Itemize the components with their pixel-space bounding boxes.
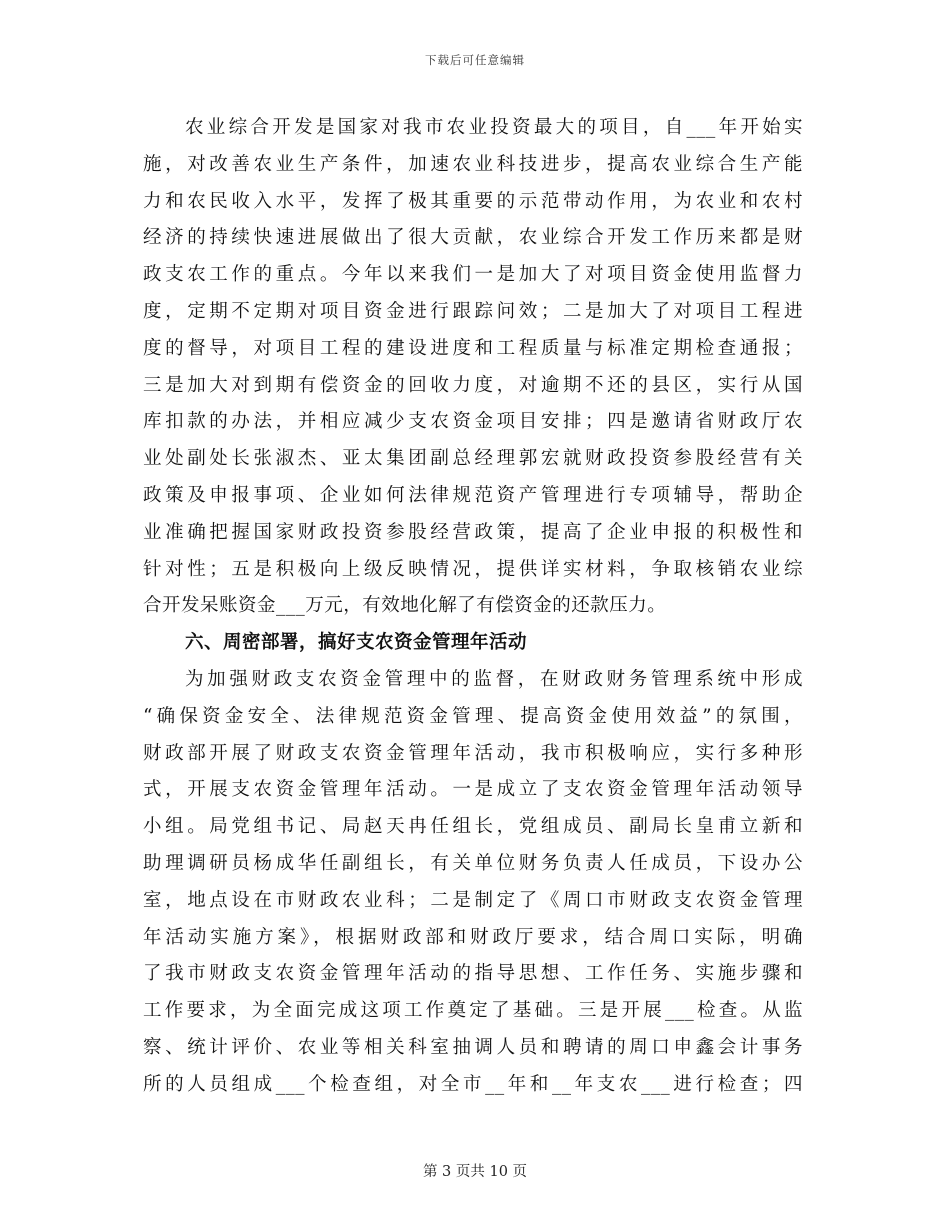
paragraph-line: 业准确把握国家财政投资参股经营政策，提高了企业申报的积极性和 [143, 521, 803, 543]
paragraph-line: 财政部开展了财政支农资金管理年活动，我市积极响应，实行多种形 [143, 742, 803, 764]
paragraph-line: 室，地点设在市财政农业科；二是制定了《周口市财政支农资金管理 [143, 889, 803, 911]
document-body [143, 110, 803, 1104]
paragraph-line: 度的督导，对项目工程的建设进度和工程质量与标准定期检查通报； [143, 337, 803, 359]
paragraph-line: 业处副处长张淑杰、亚太集团副总经理郭宏就财政投资参股经营有关 [143, 448, 803, 470]
paragraph-line: 经济的持续快速进展做出了很大贡献，农业综合开发工作历来都是财 [143, 227, 803, 249]
paragraph-line: 年活动实施方案》，根据财政部和财政厅要求，结合周口实际，明确 [143, 926, 803, 948]
paragraph-line: 力和农民收入水平，发挥了极其重要的示范带动作用，为农业和农村 [143, 190, 803, 212]
paragraph-line: 为加强财政支农资金管理中的监督，在财政财务管理系统中形成 [185, 668, 803, 690]
section-heading: 六、周密部署，搞好支农资金管理年活动 [185, 632, 528, 654]
paragraph-line: 所的人员组成___个检查组，对全市__年和__年支农___进行检查；四 [143, 1073, 803, 1095]
paragraph-line: 度，定期不定期对项目资金进行跟踪问效；二是加大了对项目工程进 [143, 300, 803, 322]
paragraph-line: 察、统计评价、农业等相关科室抽调人员和聘请的周口申鑫会计事务 [143, 1036, 803, 1058]
paragraph-line: 针对性；五是积极向上级反映情况，提供详实材料，争取核销农业综 [143, 558, 803, 580]
paragraph-line: 库扣款的办法，并相应减少支农资金项目安排；四是邀请省财政厅农 [143, 411, 803, 433]
paragraph-line: 三是加大对到期有偿资金的回收力度，对逾期不还的县区，实行从国 [143, 374, 803, 396]
paragraph-line: 了我市财政支农资金管理年活动的指导思想、工作任务、实施步骤和 [143, 963, 803, 985]
paragraph-line: “确保资金安全、法律规范资金管理、提高资金使用效益”的氛围， [143, 705, 803, 727]
paragraph-line: 合开发呆账资金___万元，有效地化解了有偿资金的还款压力。 [143, 595, 667, 617]
paragraph-line: 农业综合开发是国家对我市农业投资最大的项目，自___年开始实 [185, 117, 803, 138]
paragraph-line: 助理调研员杨成华任副组长，有关单位财务负责人任成员，下设办公 [143, 852, 803, 874]
page-header: 下载后可任意编辑 [425, 53, 525, 67]
paragraph-line: 政策及申报事项、企业如何法律规范资产管理进行专项辅导，帮助企 [143, 484, 803, 506]
paragraph-line: 工作要求，为全面完成这项工作奠定了基础。三是开展___检查。从监 [143, 1000, 803, 1022]
paragraph-line: 施，对改善农业生产条件，加速农业科技进步，提高农业综合生产能 [143, 153, 803, 175]
paragraph-line: 政支农工作的重点。今年以来我们一是加大了对项目资金使用监督力 [143, 264, 803, 286]
paragraph-line: 小组。局党组书记、局赵天冉任组长，党组成员、副局长皇甫立新和 [143, 816, 803, 838]
paragraph-line: 式，开展支农资金管理年活动。一是成立了支农资金管理年活动领导 [143, 779, 803, 801]
page-footer: 第 3 页共 10 页 [422, 1164, 528, 1180]
